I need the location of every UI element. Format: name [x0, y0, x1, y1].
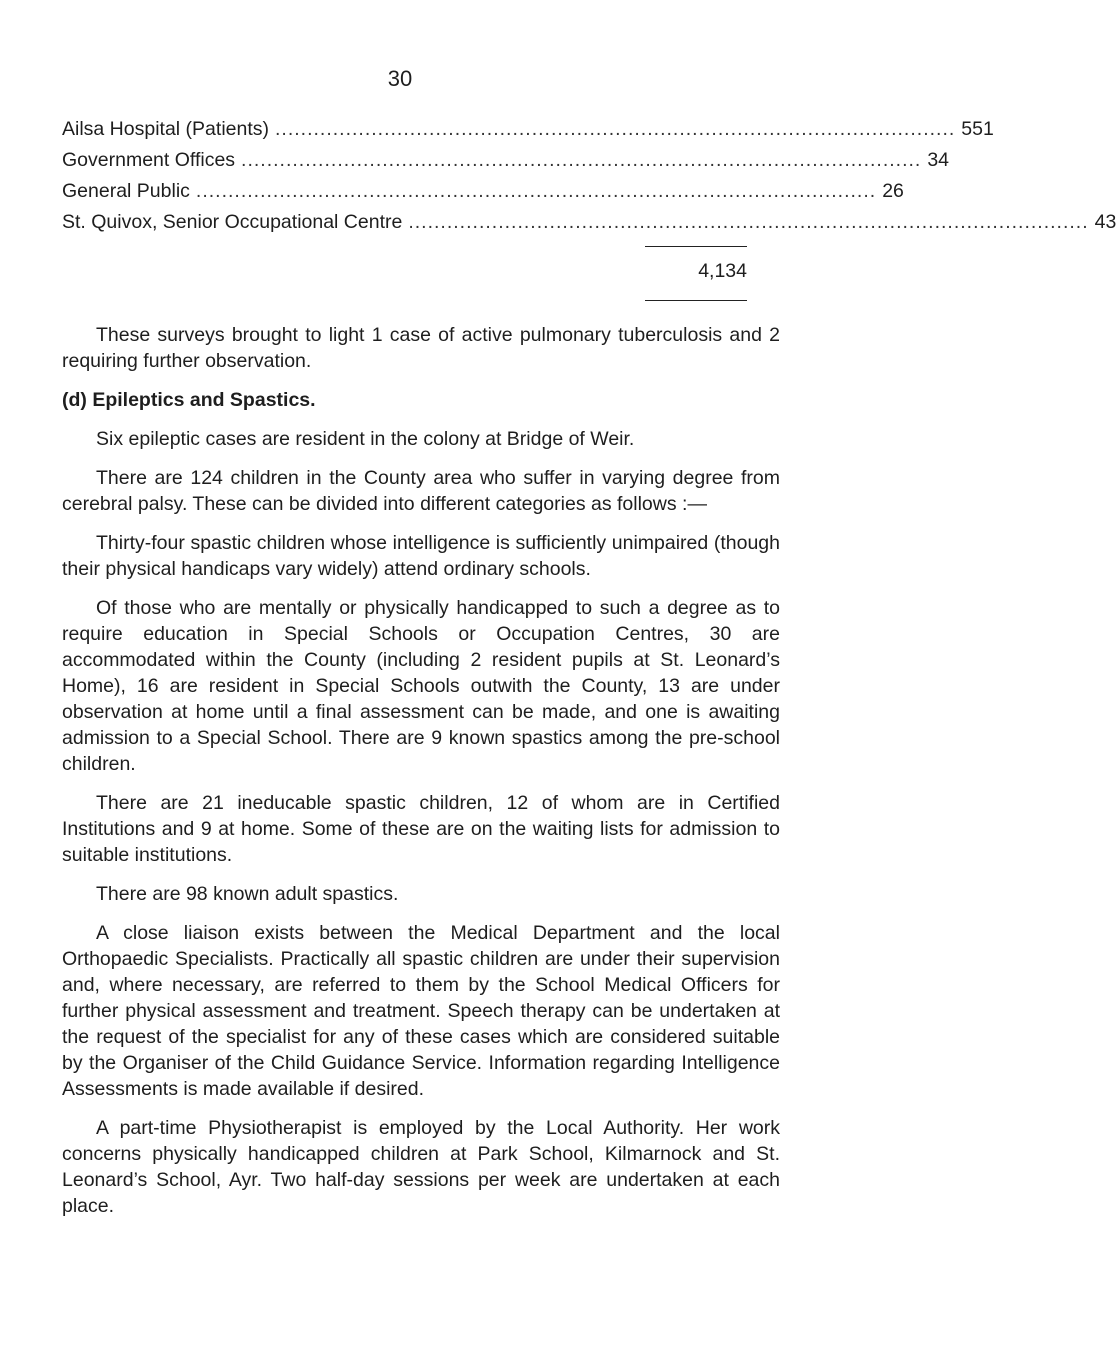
- row-value: 43: [1094, 211, 1116, 233]
- paragraph: These surveys brought to light 1 case of active pulmonary tuberculosis and 2 requiring further observation.: [62, 324, 780, 372]
- body-text: [62, 322, 780, 1232]
- total-rule-top: [645, 246, 747, 247]
- attendance-table: [62, 118, 1116, 242]
- row-value: 551: [961, 118, 994, 140]
- row-label: St. Quivox, Senior Occupational Centre: [62, 211, 403, 233]
- paragraph: Six epileptic cases are resident in the colony at Bridge of Weir.: [96, 428, 635, 450]
- row-label: Ailsa Hospital (Patients): [62, 118, 269, 140]
- row-label: Government Offices: [62, 149, 236, 171]
- section-heading: (d) Epileptics and Spastics.: [62, 389, 316, 411]
- table-row: [62, 211, 1116, 242]
- table-row: [62, 149, 950, 180]
- paragraph: Of those who are mentally or physically handicapped to such a degree as to require education in Special Schools or Occupation Centres, 30 are accommodated within the County (including 2 resident pupils at St. Leonard’s Home), 16 are resident in Special Schools outwith the County, 13 are under observation at home until a final assessment can be made, and one is awaiting admission to a Special School. There are 9 known spastics among the pre-school children.: [62, 597, 780, 775]
- table-total: 4,134: [698, 260, 747, 282]
- table-row: [62, 118, 994, 149]
- paragraph: There are 21 ineducable spastic children, 12 of whom are in Certified Institutions and 9 at home. Some of these are on the waiting lists for admission to suitable institutions.: [62, 792, 780, 866]
- total-rule-bottom: [645, 300, 747, 301]
- leader-dots: ..........................................................................................................: [408, 211, 1089, 233]
- leader-dots: ..........................................................................................................: [241, 149, 922, 171]
- paragraph: Thirty-four spastic children whose intelligence is sufficiently unimpaired (though their physical handicaps vary widely) attend ordinary schools.: [62, 532, 780, 580]
- paragraph: A part-time Physiotherapist is employed by the Local Authority. Her work concerns physically handicapped children at Park School, Kilmarnock and St. Leonard’s School, Ayr. Two half-day sessions per week are undertaken at each place.: [62, 1117, 780, 1217]
- leader-dots: ..........................................................................................................: [275, 118, 956, 140]
- row-value: 34: [927, 149, 950, 171]
- row-label: General Public: [62, 180, 190, 202]
- leader-dots: ..........................................................................................................: [195, 180, 877, 202]
- paragraph: There are 124 children in the County area who suffer in varying degree from cerebral palsy. These can be divided into different categories as follows :—: [62, 467, 780, 515]
- row-value: 26: [882, 180, 904, 202]
- table-row: [62, 180, 904, 211]
- page-number: 30: [387, 66, 413, 91]
- paragraph: There are 98 known adult spastics.: [96, 883, 399, 905]
- paragraph: A close liaison exists between the Medical Department and the local Orthopaedic Specialists. Practically all spastic children are under their supervision and, where necessary, are referred to them by the School Medical Officers for further physical assessment and treatment. Speech therapy can be undertaken at the request of the specialist for any of these cases which are considered suitable by the Organiser of the Child Guidance Service. Information regarding Intelligence Assessments is made available if desired.: [62, 922, 780, 1100]
